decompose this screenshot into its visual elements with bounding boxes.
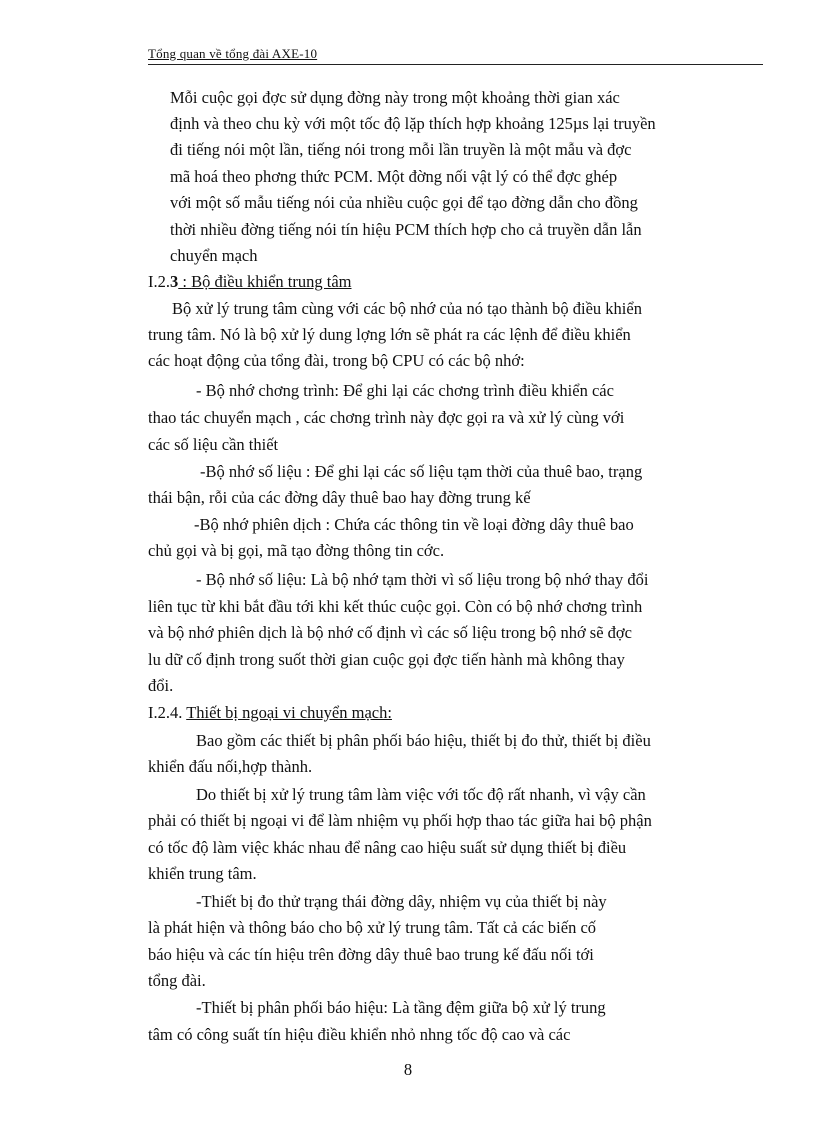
text-line: thao tác chuyển mạch , các chơng trình này đợc gọi ra và xử lý cùng với — [148, 408, 625, 427]
text-line: chuyển mạch — [170, 246, 258, 265]
text-line: - Bộ nhớ chơng trình: Để ghi lại các chơng trình điều khiển các — [196, 381, 614, 400]
text-line: tâm có công suất tín hiệu điều khiển nhỏ nhng tốc độ cao và các — [148, 1025, 571, 1044]
section-title: Bộ điều khiển trung tâm — [191, 272, 352, 291]
text-line: trung tâm. Nó là bộ xử lý dung lợng lớn sẽ phát ra các lệnh để điều khiển — [148, 325, 631, 344]
text-line: -Bộ nhớ số liệu : Để ghi lại các số liệu tạm thời của thuê bao, trạng — [200, 462, 643, 481]
text-line: mã hoá theo phơng thức PCM. Một đờng nối vật lý có thể đợc ghép — [170, 167, 618, 186]
section-heading — [148, 272, 352, 292]
text-line: - Bộ nhớ số liệu: Là bộ nhớ tạm thời vì số liệu trong bộ nhớ thay đổi — [196, 570, 649, 589]
text-line: các số liệu cần thiết — [148, 435, 279, 454]
text-line: tổng đài. — [148, 971, 206, 990]
text-line: Bao gồm các thiết bị phân phối báo hiệu, thiết bị đo thử, thiết bị điều — [196, 731, 651, 750]
header-divider — [148, 64, 763, 65]
text-line: đổi. — [148, 676, 174, 695]
text-line: thái bận, rỗi của các đờng dây thuê bao hay đờng trung kế — [148, 488, 531, 507]
text-line: thời nhiều đờng tiếng nói tín hiệu PCM thích hợp cho cả truyền dẫn lẫn — [170, 220, 642, 239]
text-line: có tốc độ làm việc khác nhau để nâng cao hiệu suất sử dụng thiết bị điều — [148, 838, 627, 857]
text-line: Mỗi cuộc gọi đợc sử dụng đờng này trong một khoảng thời gian xác — [170, 88, 620, 107]
section-title: Thiết bị ngoại vi chuyển mạch: — [186, 703, 392, 722]
text-line: với một số mẫu tiếng nói của nhiều cuộc gọi để tạo đờng dẫn cho đồng — [170, 193, 638, 212]
text-line: liên tục từ khi bắt đầu tới khi kết thúc cuộc gọi. Còn có bộ nhớ chơng trình — [148, 597, 643, 616]
text-line: chủ gọi và bị gọi, mã tạo đờng thông tin cớc. — [148, 541, 445, 560]
text-line: Do thiết bị xử lý trung tâm làm việc với tốc độ rất nhanh, vì vậy cần — [196, 785, 646, 804]
text-line: khiển đấu nối,hợp thành. — [148, 757, 313, 776]
text-line: -Thiết bị phân phối báo hiệu: Là tầng đệm giữa bộ xử lý trung — [196, 998, 606, 1017]
text-line: -Thiết bị đo thử trạng thái đờng dây, nhiệm vụ của thiết bị này — [196, 892, 607, 911]
section-number-prefix: I.2. — [148, 272, 170, 291]
section-number-bold: 3 — [170, 272, 179, 291]
text-line: đi tiếng nói một lần, tiếng nói trong mỗi lần truyền là một mẫu và đợc — [170, 140, 632, 159]
text-line: các hoạt động của tổng đài, trong bộ CPU có các bộ nhớ: — [148, 351, 525, 370]
section-heading — [148, 703, 392, 723]
text-line: khiển trung tâm. — [148, 864, 257, 883]
page-header — [148, 46, 763, 66]
text-line: lu dữ cố định trong suốt thời gian cuộc gọi đợc tiến hành mà không thay — [148, 650, 625, 669]
text-line: báo hiệu và các tín hiệu trên đờng dây thuê bao trung kế đấu nối tới — [148, 945, 594, 964]
text-line: là phát hiện và thông báo cho bộ xử lý trung tâm. Tất cả các biến cố — [148, 918, 597, 937]
text-line: phải có thiết bị ngoại vi để làm nhiệm vụ phối hợp thao tác giữa hai bộ phận — [148, 811, 652, 830]
text-line: -Bộ nhớ phiên dịch : Chứa các thông tin về loại đờng dây thuê bao — [194, 515, 634, 534]
section-number: I.2.4. — [148, 703, 183, 722]
section-separator: : — [178, 272, 192, 291]
header-title: Tổng quan về tổng đài AXE-10 — [148, 46, 318, 61]
page-number: 8 — [403, 1060, 413, 1079]
text-line: định và theo chu kỳ với một tốc độ lặp thích hợp khoảng 125µs lại truyền — [170, 114, 656, 133]
text-line: Bộ xử lý trung tâm cùng với các bộ nhớ của nó tạo thành bộ điều khiển — [172, 299, 642, 318]
text-line: và bộ nhớ phiên dịch là bộ nhớ cố định vì các số liệu trong bộ nhớ sẽ đợc — [148, 623, 632, 642]
